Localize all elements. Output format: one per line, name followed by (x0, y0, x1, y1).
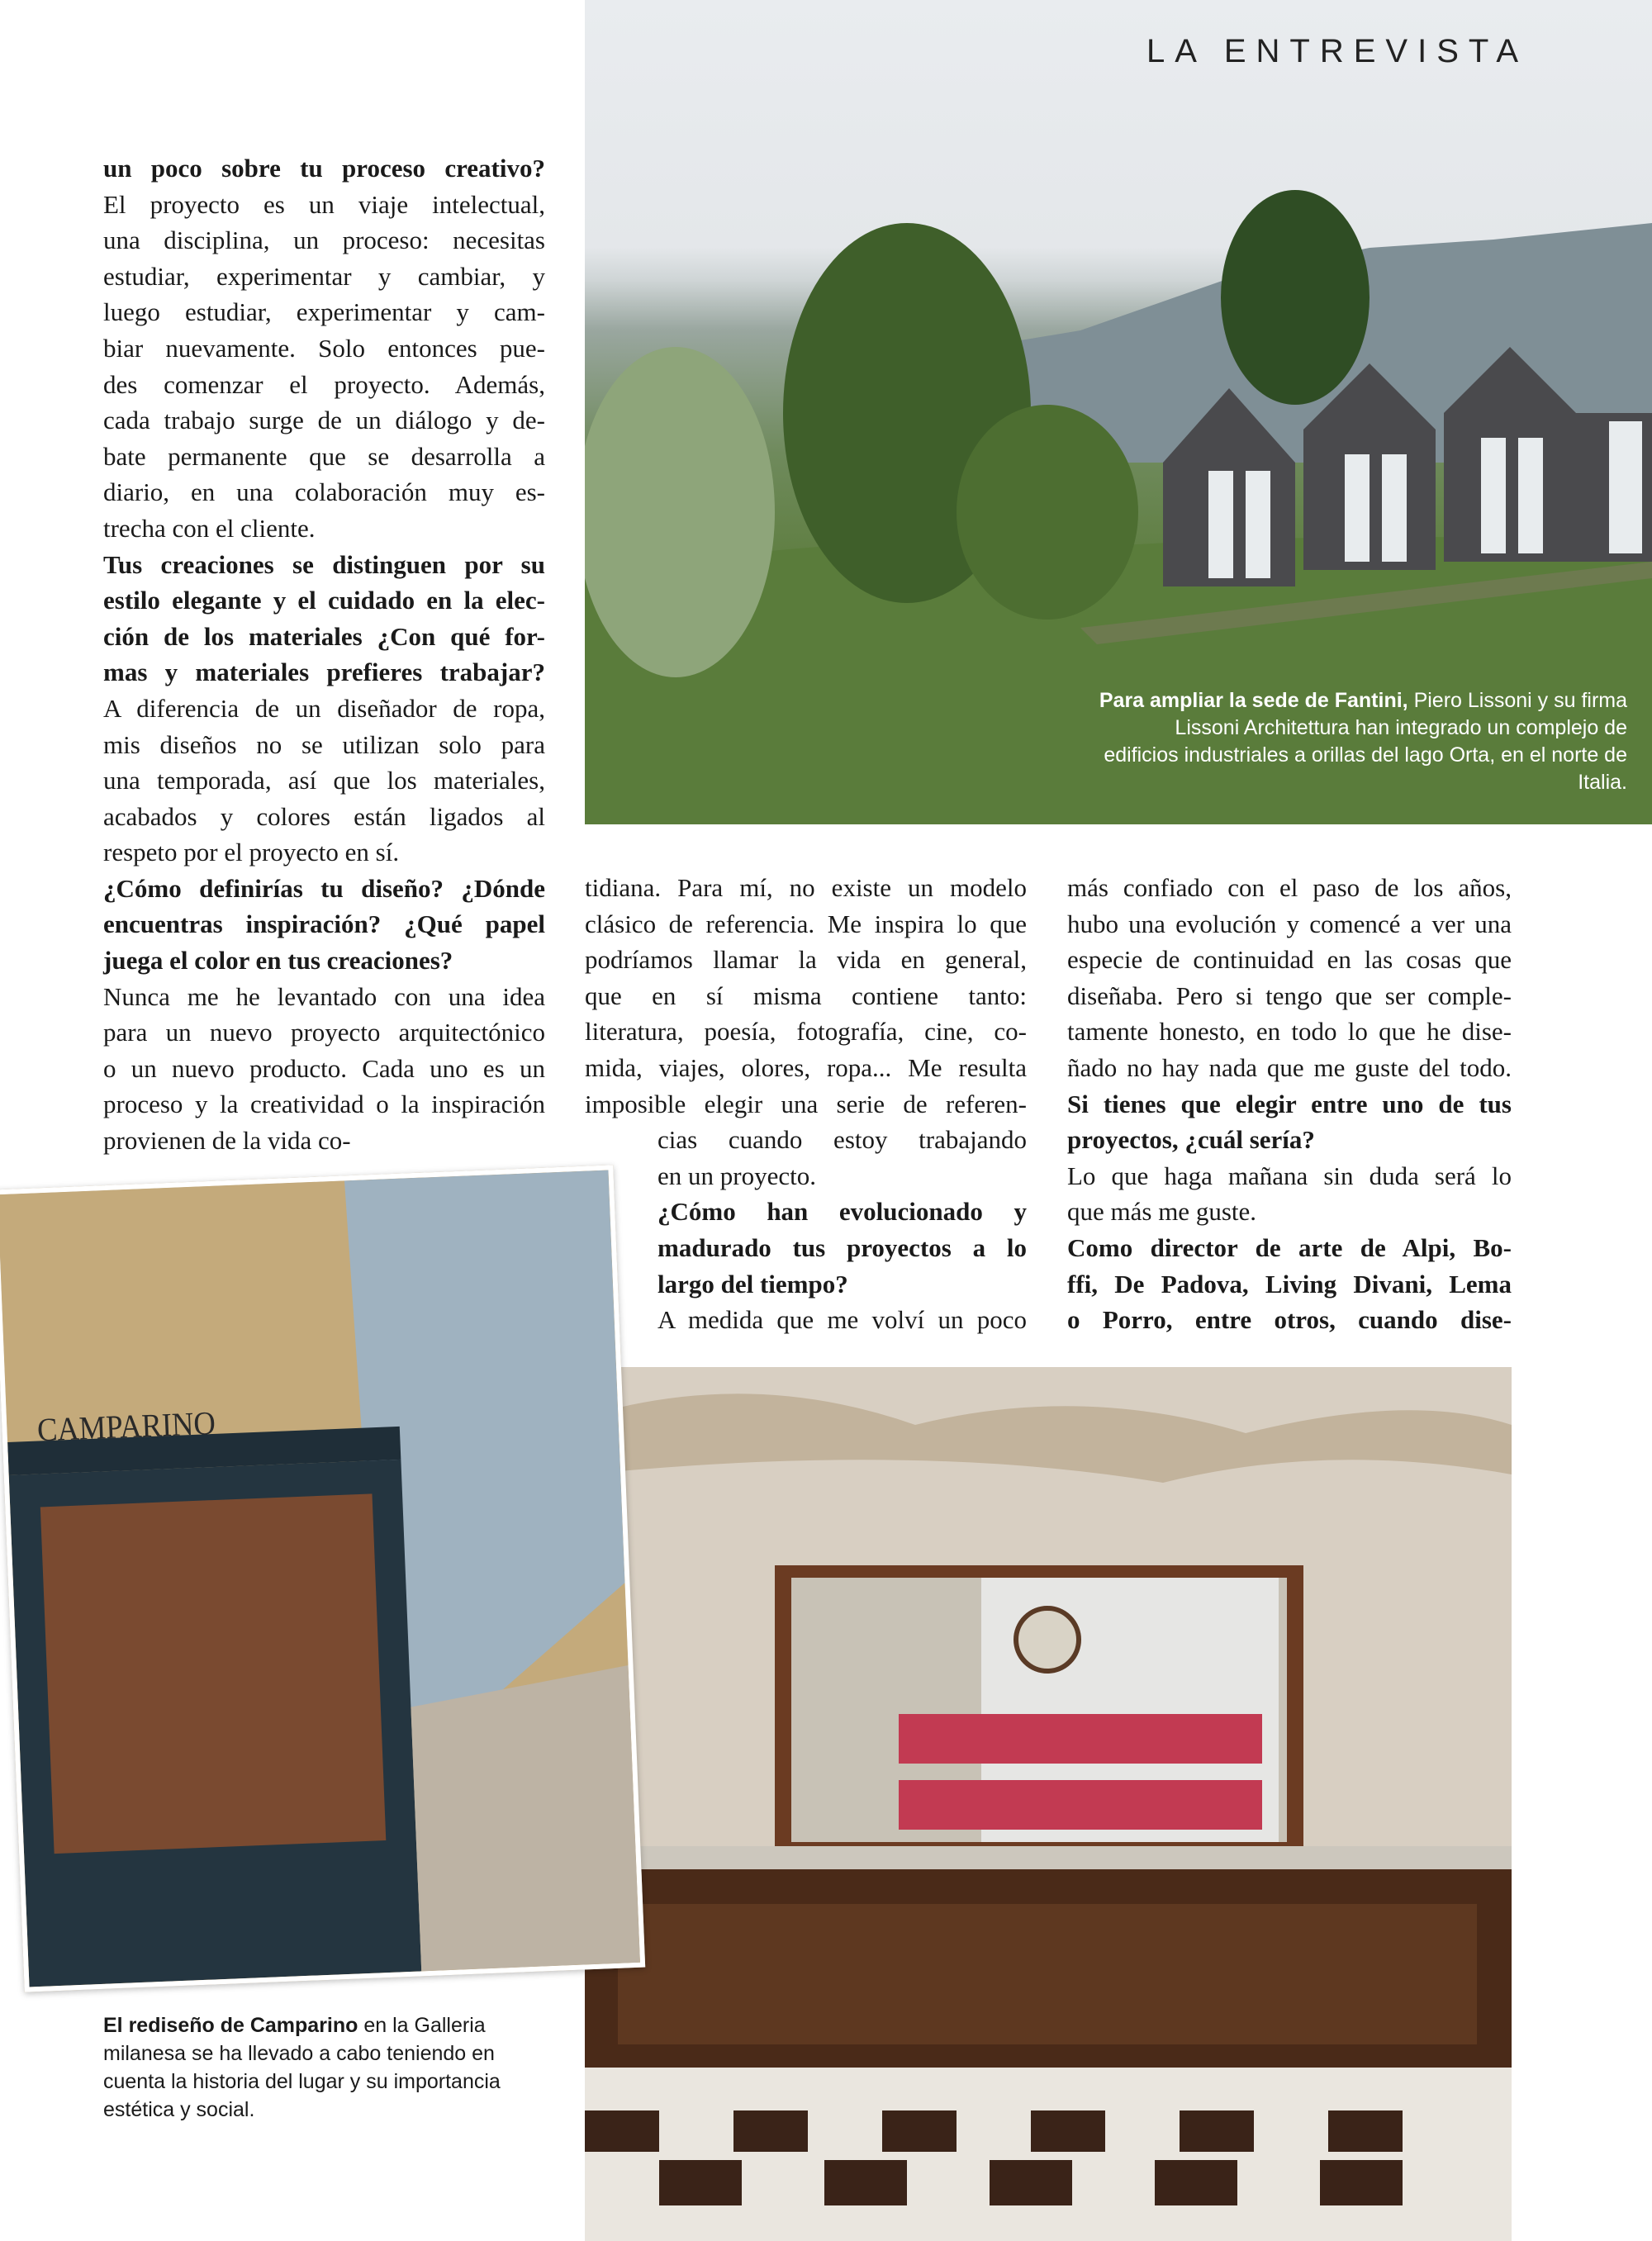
body-text-line: especie de continuidad en las cosas que (1067, 945, 1512, 975)
body-text-line: hubo una evolución y comencé a ver una (1067, 909, 1512, 938)
body-text-line: que más me guste. (1067, 1197, 1257, 1227)
body-text-line: o un nuevo producto. Cada uno es un (103, 1053, 545, 1083)
interview-question-line: ¿Cómo definirías tu diseño? ¿Dónde (103, 873, 545, 903)
body-text-line: más confiado con el paso de los años, (1067, 873, 1512, 902)
galleria-camparino-photo (0, 1165, 645, 1992)
body-text-line: una disciplina, un proceso: necesitas (103, 226, 545, 255)
interview-question-line: estilo elegante y el cuidado en la elec- (103, 586, 545, 615)
interview-question-line: mas y materiales prefieres trabajar? (103, 658, 545, 687)
interview-question-line: Como director de arte de Alpi, Bo- (1067, 1232, 1512, 1262)
fantini-buildings-photo (585, 0, 1652, 824)
column-right (1067, 870, 1512, 1338)
body-text-line: cias cuando estoy trabajando (657, 1125, 1027, 1155)
body-text-line: diseñaba. Pero si tengo que ser comple- (1067, 980, 1512, 1010)
caption-bold: El rediseño de Camparino (103, 2014, 358, 2037)
camparino-bar-photo (585, 1367, 1512, 2241)
interview-question-line: ffi, De Padova, Living Divani, Lema (1067, 1269, 1512, 1299)
bar-illustration (585, 1367, 1512, 2241)
body-text-line: biar nuevamente. Solo entonces pue- (103, 333, 545, 363)
body-text-line: acabados y colores están ligados al (103, 801, 545, 831)
interview-question-line: ¿Cómo han evolucionado y (657, 1197, 1027, 1227)
body-text-line: des comenzar el proyecto. Además, (103, 369, 545, 399)
body-text-line: imposible elegir una serie de referen- (585, 1089, 1027, 1118)
body-text-line: A diferencia de un diseñador de ropa, (103, 693, 545, 723)
camparino-caption (103, 2011, 549, 2124)
body-text-line: Lo que haga mañana sin duda será lo (1067, 1161, 1512, 1190)
caption-text: Piero Lissoni y su firma Lissoni Architettura han integrado un complejo de edificios industriales a orillas del lago Orta, en el norte de Italia. (1104, 689, 1627, 794)
body-text-line: clásico de referencia. Me inspira lo que (585, 909, 1027, 938)
column-left (103, 150, 545, 1159)
body-text-line: A medida que me volví un poco (657, 1305, 1027, 1335)
body-text-line: luego estudiar, experimentar y cam- (103, 297, 545, 327)
galleria-illustration (0, 1170, 640, 1987)
interview-question-line: proyectos, ¿cuál sería? (1067, 1125, 1315, 1155)
body-text-line: respeto por el proyecto en sí. (103, 838, 400, 867)
body-text-line: estudiar, experimentar y cambiar, y (103, 261, 545, 291)
camparino-sign: CAMPARINO (36, 1405, 216, 1449)
body-text-line: tamente honesto, en todo lo que he dise- (1067, 1017, 1512, 1047)
body-text-line: mida, viajes, olores, ropa... Me resulta (585, 1052, 1027, 1082)
section-header: LA ENTREVISTA (1146, 33, 1529, 69)
interview-question-line: Si tienes que elegir entre uno de tus (1067, 1089, 1512, 1118)
body-text-line: bate permanente que se desarrolla a (103, 441, 545, 471)
column-middle (585, 870, 1027, 1338)
body-text-line: mis diseños no se utilizan solo para (103, 729, 545, 759)
interview-question-line: o Porro, entre otros, cuando dise- (1067, 1305, 1512, 1335)
interview-question-line: largo del tiempo? (657, 1269, 848, 1299)
body-text-line: podríamos llamar la vida en general, (585, 945, 1027, 975)
body-text-line: en un proyecto. (657, 1161, 816, 1190)
body-text-line: proceso y la creatividad o la inspiración (103, 1090, 545, 1119)
interview-question-line: Tus creaciones se distinguen por su (103, 549, 545, 579)
body-text-line: Nunca me he levantado con una idea (103, 981, 545, 1011)
fantini-caption (1099, 687, 1627, 796)
body-text-line: trecha con el cliente. (103, 513, 316, 543)
interview-question-line: madurado tus proyectos a lo (657, 1232, 1027, 1262)
body-text-line: una temporada, así que los materiales, (103, 766, 545, 795)
interview-question-line: encuentras inspiración? ¿Qué papel (103, 909, 545, 939)
body-text-line: diario, en una colaboración muy es- (103, 477, 545, 507)
caption-bold: Para ampliar la sede de Fantini, (1099, 689, 1408, 712)
body-text-line: cada trabajo surge de un diálogo y de- (103, 406, 545, 435)
interview-question-line: juega el color en tus creaciones? (103, 946, 453, 976)
caption-text: en la Galleria milanesa se ha llevado a cabo teniendo en cuenta la historia del lugar y su importancia estética y social. (103, 2014, 501, 2121)
body-text-line: para un nuevo proyecto arquitectónico (103, 1018, 545, 1047)
interview-question-line: un poco sobre tu proceso creativo? (103, 154, 545, 183)
body-text-line: literatura, poesía, fotografía, cine, co- (585, 1017, 1027, 1047)
body-text-line: que en sí misma contiene tanto: (585, 980, 1027, 1010)
body-text-line: El proyecto es un viaje intelectual, (103, 189, 545, 219)
body-text-line: ñado no hay nada que me guste del todo. (1067, 1052, 1512, 1082)
body-text-line: tidiana. Para mí, no existe un modelo (585, 873, 1027, 902)
body-text-line: provienen de la vida co- (103, 1126, 351, 1156)
interview-question-line: ción de los materiales ¿Con qué for- (103, 621, 545, 651)
